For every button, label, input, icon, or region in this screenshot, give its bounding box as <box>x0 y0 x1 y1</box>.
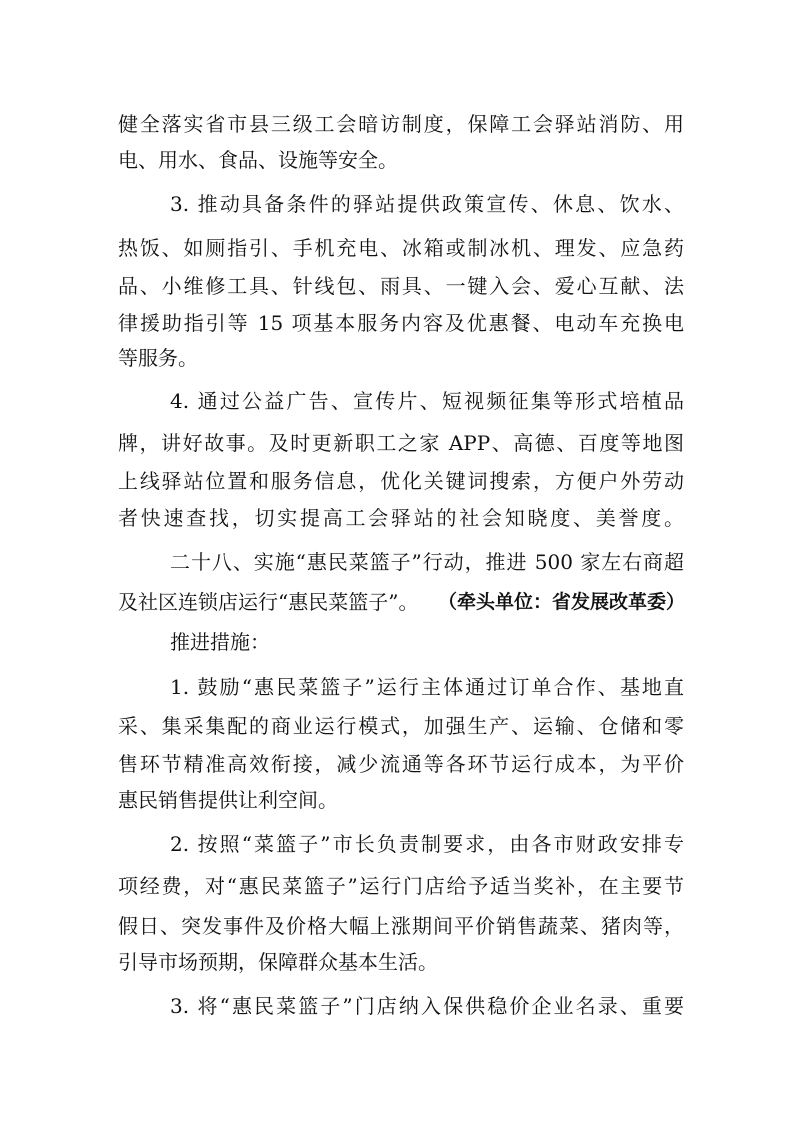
lead-unit: （牵头单位：省发展改革委） <box>438 591 686 613</box>
text-line: 热饭、如厕指引、手机充电、冰箱或制冰机、理发、应急药 <box>118 236 684 260</box>
text-line: 项经费，对“惠民菜篮子”运行门店给予适当奖补，在主要节 <box>118 874 684 898</box>
text-line: 健全落实省市县三级工会暗访制度，保障工会驿站消防、用 <box>118 112 684 136</box>
text-line: 3. 将“惠民菜篮子”门店纳入保供稳价企业名录、重要 <box>170 994 684 1018</box>
text-line: 推进措施： <box>170 630 270 654</box>
text-line: 牌，讲好故事。及时更新职工之家 APP、高德、百度等地图 <box>118 431 684 455</box>
text-line: 3. 推动具备条件的驿站提供政策宣传、休息、饮水、 <box>170 192 684 216</box>
text-line: 惠民销售提供让利空间。 <box>118 788 338 812</box>
text-line: 品、小维修工具、针线包、雨具、一键入会、爱心互献、法 <box>118 274 684 298</box>
text-line: 1. 鼓励“惠民菜篮子”运行主体通过订单合作、基地直 <box>170 675 684 699</box>
text-line: 采、集采集配的商业运行模式，加强生产、运输、仓储和零 <box>118 714 684 738</box>
text-line: 上线驿站位置和服务信息，优化关键词搜索，方便户外劳动 <box>118 469 684 493</box>
text-line: 假日、突发事件及价格大幅上涨期间平价销售蔬菜、猪肉等， <box>118 914 684 938</box>
text-line: 引导市场预期，保障群众基本生活。 <box>118 950 438 974</box>
text-line: 律援助指引等 15 项基本服务内容及优惠餐、电动车充换电 <box>118 311 684 335</box>
text-line: 者快速查找，切实提高工会驿站的社会知晓度、美誉度。 <box>118 506 684 530</box>
text-line: 售环节精准高效衔接，减少流通等各环节运行成本，为平价 <box>118 752 684 776</box>
text-line: 等服务。 <box>118 346 198 370</box>
text-line: 4. 通过公益广告、宣传片、短视频征集等形式培植品 <box>170 389 684 413</box>
text-line: 2. 按照“菜篮子”市长负责制要求，由各市财政安排专 <box>170 832 684 856</box>
text-line: 及社区连锁店运行“惠民菜篮子”。 <box>118 590 419 614</box>
text-line: 二十八、实施“惠民菜篮子”行动，推进 500 家左右商超 <box>170 550 684 574</box>
text-line: 电、用水、食品、设施等安全。 <box>118 148 398 172</box>
